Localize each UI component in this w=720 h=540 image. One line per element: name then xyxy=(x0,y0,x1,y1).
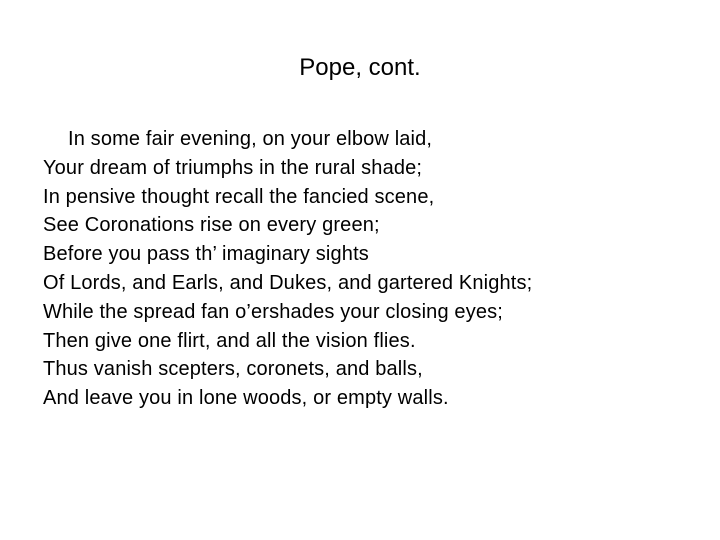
slide-title-text: Pope, cont. xyxy=(299,54,421,81)
slide-title xyxy=(0,52,720,84)
poem-line: Thus vanish scepters, coronets, and balls, xyxy=(43,358,423,381)
poem-text xyxy=(43,125,713,413)
poem-line: See Coronations rise on every green; xyxy=(43,214,380,237)
poem-line: And leave you in lone woods, or empty walls. xyxy=(43,387,449,410)
poem-line: In pensive thought recall the fancied scene, xyxy=(43,185,435,208)
poem-line: Before you pass th’ imaginary sights xyxy=(43,243,369,266)
poem-line: Of Lords, and Earls, and Dukes, and gartered Knights; xyxy=(43,271,533,294)
poem-line: In some fair evening, on your elbow laid, xyxy=(68,128,433,150)
poem-line: Then give one flirt, and all the vision flies. xyxy=(43,329,416,352)
poem-line: Your dream of triumphs in the rural shade; xyxy=(43,156,423,179)
poem-line: While the spread fan o’ershades your closing eyes; xyxy=(43,300,503,323)
